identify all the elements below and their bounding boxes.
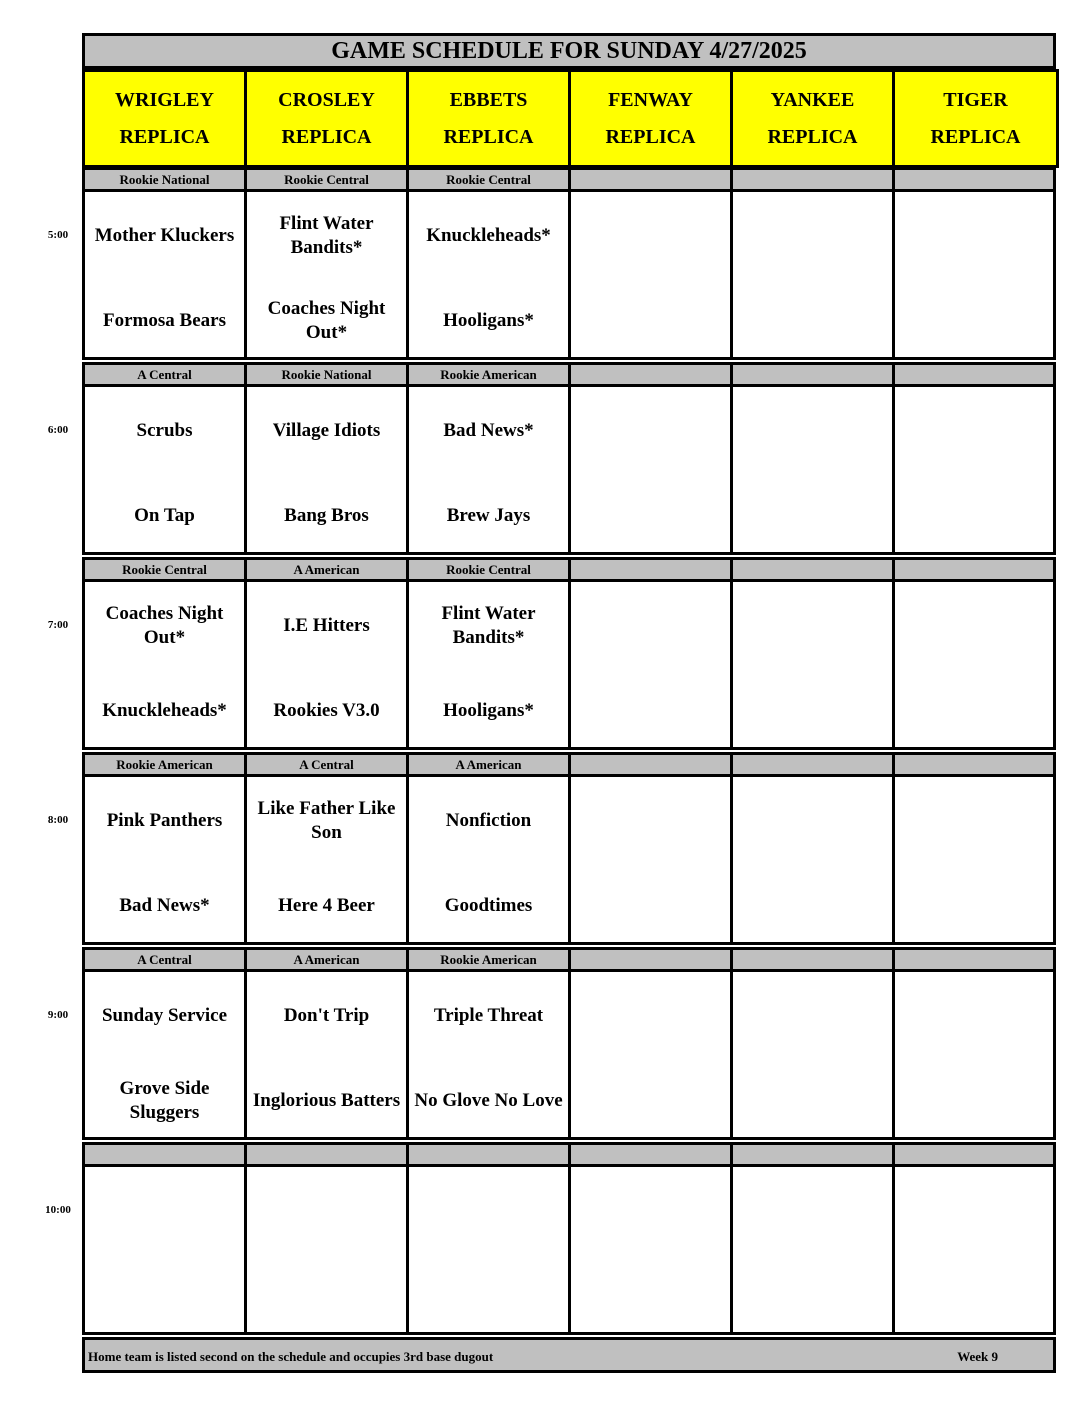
game-cell (406, 189, 571, 360)
away-team (85, 1181, 244, 1241)
game-cell (730, 579, 895, 750)
schedule-title: GAME SCHEDULE FOR SUNDAY 4/27/2025 (82, 33, 1056, 69)
home-team: Formosa Bears (103, 310, 226, 331)
game-cell (244, 579, 409, 750)
division-label: Rookie American (406, 362, 571, 387)
game-cell (568, 969, 733, 1140)
division-label: A Central (82, 947, 247, 972)
away-team (571, 596, 730, 656)
time-label: 6:00 (47, 424, 69, 436)
time-label: 5:00 (47, 229, 69, 241)
away-team: Village Idiots (272, 420, 381, 441)
game-cell (244, 774, 409, 945)
home-team: Brew Jays (446, 505, 531, 526)
week-label: Week 9 (957, 1349, 998, 1364)
away-team: Sunday Service (101, 1005, 228, 1026)
away-team (733, 401, 892, 461)
home-team: No Glove No Love (414, 1090, 563, 1111)
home-team (571, 681, 730, 741)
game-cell (82, 189, 247, 360)
home-team (733, 681, 892, 741)
away-team: Mother Kluckers (94, 225, 235, 246)
away-team (571, 986, 730, 1046)
away-team (895, 791, 1053, 851)
field-subtitle: REPLICA (767, 125, 858, 148)
game-cell (568, 1164, 733, 1335)
division-label: Rookie Central (244, 167, 409, 192)
game-cell (82, 969, 247, 1140)
division-label: Rookie American (406, 947, 571, 972)
footer-bar (82, 1337, 1056, 1373)
game-cell (244, 189, 409, 360)
game-cell (568, 384, 733, 555)
away-team (733, 206, 892, 266)
away-team: Triple Threat (433, 1005, 544, 1026)
game-cell (82, 774, 247, 945)
home-team (409, 1266, 568, 1326)
field-name: WRIGLEY (115, 88, 214, 111)
away-team: Coaches Night Out* (105, 603, 224, 648)
field-header-fenway (568, 69, 733, 168)
away-team: Like Father Like Son (257, 798, 396, 843)
division-label: Rookie National (244, 362, 409, 387)
field-header-yankee (730, 69, 895, 168)
home-team (571, 1071, 730, 1131)
away-team (895, 206, 1053, 266)
home-team: Bad News* (119, 895, 210, 916)
away-team: Flint Water Bandits* (279, 213, 374, 258)
field-name: FENWAY (608, 88, 693, 111)
field-subtitle: REPLICA (443, 125, 534, 148)
division-label: A American (244, 557, 409, 582)
home-team (895, 486, 1053, 546)
away-team: Knuckleheads* (426, 225, 551, 246)
game-cell (892, 1164, 1056, 1335)
division-label: A American (244, 947, 409, 972)
away-team: Pink Panthers (106, 810, 223, 831)
home-team (85, 1266, 244, 1326)
field-subtitle: REPLICA (281, 125, 372, 148)
game-cell (892, 774, 1056, 945)
game-cell (406, 1164, 571, 1335)
field-name: TIGER (943, 88, 1008, 111)
game-cell (568, 189, 733, 360)
away-team: I.E Hitters (283, 615, 370, 636)
game-cell (406, 774, 571, 945)
game-cell (730, 1164, 895, 1335)
home-team: Here 4 Beer (278, 895, 375, 916)
home-team (733, 486, 892, 546)
away-team (895, 596, 1053, 656)
field-subtitle: REPLICA (605, 125, 696, 148)
home-team (571, 291, 730, 351)
game-cell (730, 384, 895, 555)
away-team (733, 1181, 892, 1241)
home-team (733, 1071, 892, 1131)
home-team: Inglorious Batters (252, 1090, 401, 1111)
away-team (247, 1181, 406, 1241)
away-team (571, 1181, 730, 1241)
game-cell (406, 579, 571, 750)
game-cell (406, 384, 571, 555)
away-team: Don't Trip (283, 1005, 370, 1026)
division-label: Rookie Central (406, 167, 571, 192)
home-team (571, 1266, 730, 1326)
home-team (895, 1071, 1053, 1131)
home-team: Grove Side Sluggers (119, 1078, 210, 1123)
game-cell (568, 579, 733, 750)
field-name: YANKEE (770, 88, 855, 111)
division-label: Rookie Central (82, 557, 247, 582)
home-team (733, 876, 892, 936)
home-team: Bang Bros (284, 505, 369, 526)
game-cell (82, 579, 247, 750)
home-team: On Tap (134, 505, 195, 526)
game-cell (568, 774, 733, 945)
home-team (895, 681, 1053, 741)
home-team (895, 291, 1053, 351)
field-name: EBBETS (449, 88, 528, 111)
game-cell (406, 969, 571, 1140)
game-cell (244, 1164, 409, 1335)
home-team: Goodtimes (444, 895, 533, 916)
away-team: Bad News* (443, 420, 534, 441)
time-label: 9:00 (47, 1009, 69, 1021)
game-cell (244, 384, 409, 555)
division-label: Rookie American (82, 752, 247, 777)
away-team (895, 986, 1053, 1046)
away-team (571, 791, 730, 851)
game-cell (244, 969, 409, 1140)
field-header-wrigley (82, 69, 247, 168)
division-label: Rookie National (82, 167, 247, 192)
division-label: A Central (82, 362, 247, 387)
time-label: 7:00 (47, 619, 69, 631)
home-team (733, 1266, 892, 1326)
home-team (247, 1266, 406, 1326)
game-cell (892, 189, 1056, 360)
home-team (895, 876, 1053, 936)
home-team: Hooligans* (443, 310, 534, 331)
division-label: A Central (244, 752, 409, 777)
away-team (733, 986, 892, 1046)
away-team (733, 791, 892, 851)
home-team: Hooligans* (443, 700, 534, 721)
time-label: 10:00 (45, 1204, 71, 1216)
away-team: Flint Water Bandits* (441, 603, 536, 648)
home-team (571, 486, 730, 546)
time-label: 8:00 (47, 814, 69, 826)
game-cell (730, 189, 895, 360)
away-team (571, 401, 730, 461)
home-team-note: Home team is listed second on the schedule and occupies 3rd base dugout (88, 1349, 494, 1364)
field-subtitle: REPLICA (119, 125, 210, 148)
game-cell (892, 384, 1056, 555)
field-header-tiger (892, 69, 1059, 168)
field-name: CROSLEY (278, 88, 375, 111)
division-label: Rookie Central (406, 557, 571, 582)
away-team (895, 401, 1053, 461)
home-team (571, 876, 730, 936)
home-team (895, 1266, 1053, 1326)
field-subtitle: REPLICA (930, 125, 1021, 148)
game-cell (730, 774, 895, 945)
field-header-ebbets (406, 69, 571, 168)
away-team (409, 1181, 568, 1241)
game-cell (892, 579, 1056, 750)
away-team: Nonfiction (445, 810, 532, 831)
home-team: Knuckleheads* (102, 700, 227, 721)
division-label: A American (406, 752, 571, 777)
field-header-crosley (244, 69, 409, 168)
home-team: Coaches Night Out* (267, 298, 386, 343)
game-cell (82, 384, 247, 555)
home-team: Rookies V3.0 (273, 700, 380, 721)
game-cell (730, 969, 895, 1140)
game-cell (892, 969, 1056, 1140)
away-team: Scrubs (136, 420, 193, 441)
home-team (733, 291, 892, 351)
away-team (733, 596, 892, 656)
game-cell (82, 1164, 247, 1335)
away-team (571, 206, 730, 266)
away-team (895, 1181, 1053, 1241)
